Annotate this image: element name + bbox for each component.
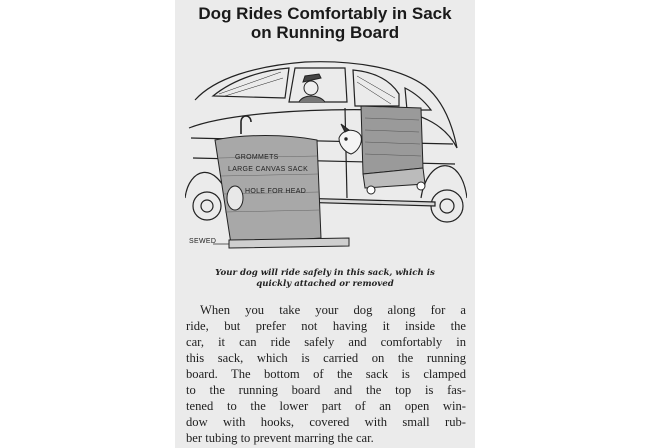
body-text-line: ride, but prefer not having it inside the bbox=[186, 319, 466, 333]
body-text-line: car, it can ride safely and comfortably in bbox=[186, 335, 466, 349]
headline-line-2: on Running Board bbox=[250, 23, 400, 42]
label-grommets: GROMMETS bbox=[235, 154, 279, 161]
caption-line-2: quickly attached or removed bbox=[256, 279, 394, 289]
body-text-line: ber tubing to prevent marring the car. bbox=[186, 431, 374, 445]
body-text-line: to the running board and the top is fas- bbox=[186, 383, 466, 397]
driver-figure bbox=[299, 74, 325, 102]
label-sewed: SEWED bbox=[189, 238, 217, 245]
caption-line-1: Your dog will ride safely in this sack, which is bbox=[215, 268, 435, 278]
headline-line-1: Dog Rides Comfortably in Sack bbox=[198, 4, 452, 23]
body-text-line: board. The bottom of the sack is clamped bbox=[186, 367, 466, 381]
illustration bbox=[185, 48, 467, 264]
sack-on-car bbox=[339, 106, 425, 194]
body-text-line: When you take your dog along for a bbox=[200, 303, 466, 317]
hook-drawing bbox=[241, 116, 251, 134]
body-text-line: tened to the lower part of an open win- bbox=[186, 399, 466, 413]
label-hole-for-head: HOLE FOR HEAD bbox=[245, 188, 307, 195]
magazine-page bbox=[175, 0, 475, 448]
label-canvas-sack: LARGE CANVAS SACK bbox=[228, 166, 309, 173]
body-text-line: this sack, which is carried on the running bbox=[186, 351, 466, 365]
body-text-line: dow with hooks, covered with small rub- bbox=[186, 415, 466, 429]
